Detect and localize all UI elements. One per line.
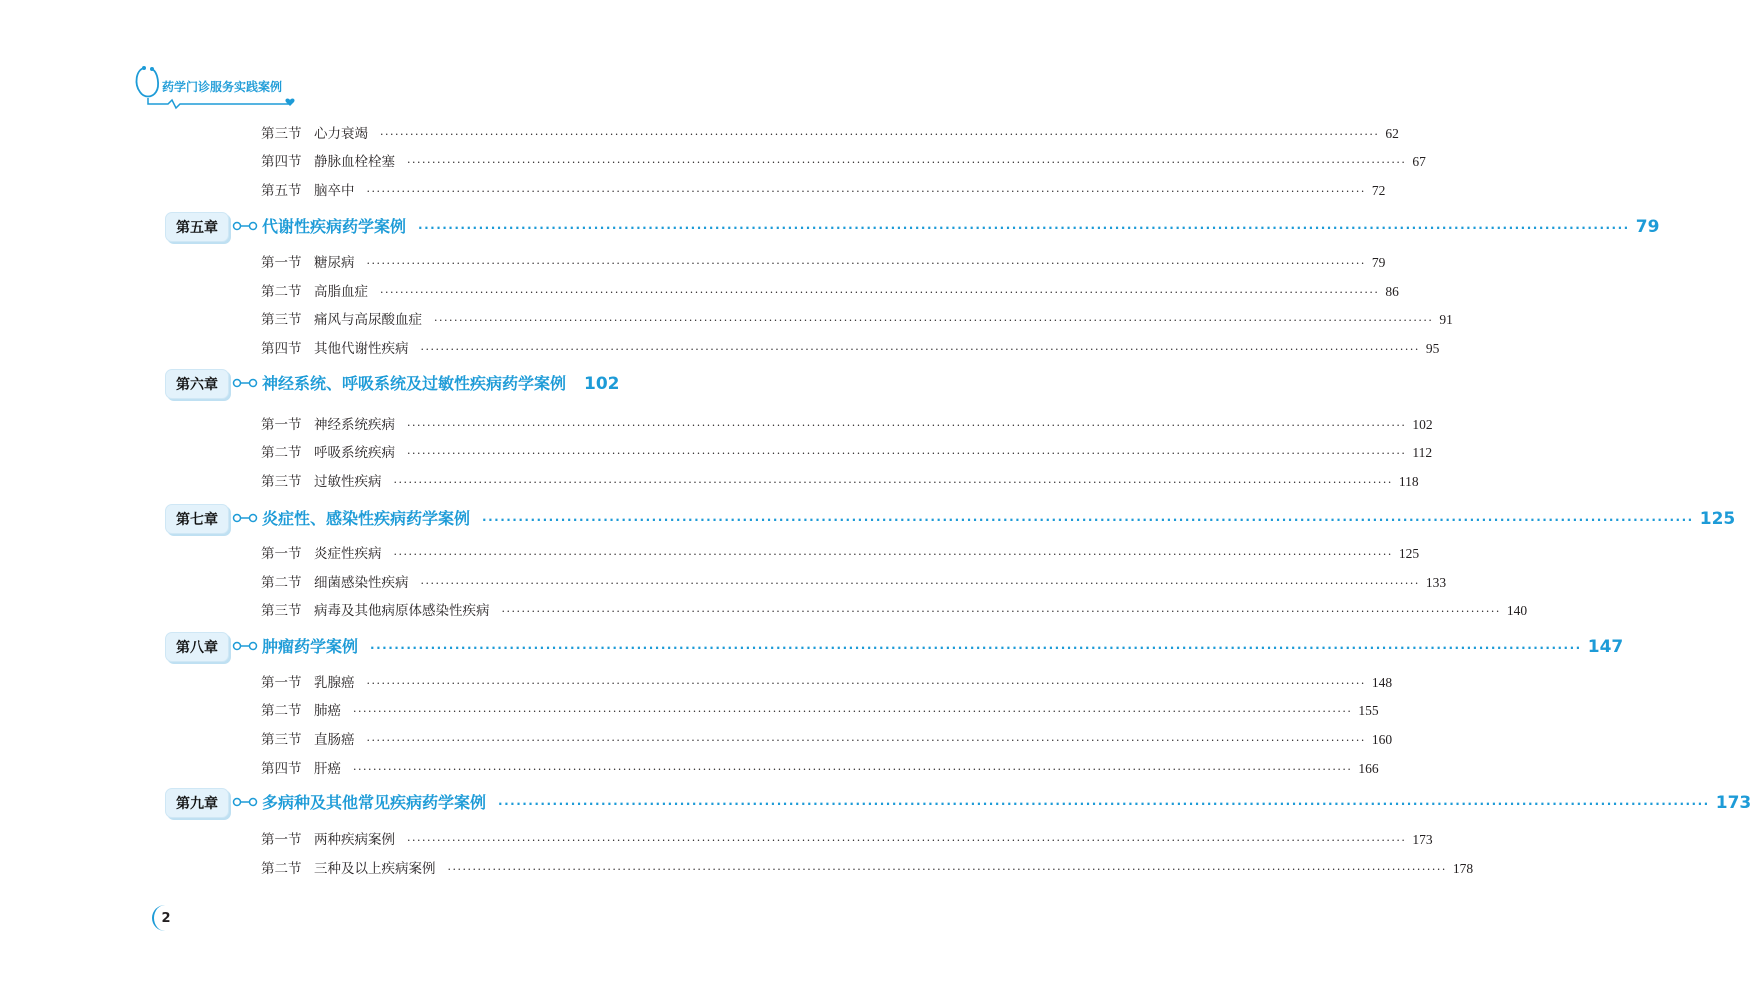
section-entry[interactable] <box>261 308 1453 328</box>
dot-leader: ········································································································································································································ <box>501 605 1501 618</box>
section-number: 第二节 <box>261 861 302 877</box>
section-entry[interactable] <box>261 757 1379 777</box>
section-page-number: 67 <box>1412 154 1426 169</box>
chapter-entry[interactable] <box>262 214 1660 240</box>
section-number: 第三节 <box>261 603 302 619</box>
section-title: 病毒及其他病原体感染性疾病 <box>314 603 490 619</box>
section-number: 第一节 <box>261 417 302 433</box>
section-title: 神经系统疾病 <box>314 417 395 433</box>
section-title: 其他代谢性疾病 <box>314 341 409 357</box>
dot-leader: ········································································································································································································ <box>353 705 1353 718</box>
section-page-number: 155 <box>1358 703 1379 718</box>
dot-leader: ········································································································································································································ <box>420 577 1420 590</box>
section-page-number: 148 <box>1371 675 1393 690</box>
dot-leader: ········································································································································································································ <box>407 834 1407 847</box>
dot-leader: ········································································································································································································ <box>447 863 1447 876</box>
dot-leader: ········································································································································································································ <box>407 419 1407 432</box>
chapter-title: 肿瘤药学案例 <box>262 637 359 656</box>
link-connector-icon <box>232 640 258 652</box>
section-entry[interactable] <box>261 571 1447 591</box>
chapter-page-number: 79 <box>1635 217 1660 237</box>
section-title: 两种疾病案例 <box>314 832 395 848</box>
link-connector-icon <box>232 796 258 808</box>
section-page-number: 79 <box>1371 255 1386 270</box>
section-number: 第一节 <box>261 546 302 562</box>
section-number: 第四节 <box>261 761 302 777</box>
section-page-number: 91 <box>1439 312 1453 327</box>
section-page-number: 133 <box>1425 575 1447 590</box>
dot-leader: ········································································································································································································ <box>407 156 1407 169</box>
section-number: 第三节 <box>261 474 302 490</box>
section-title: 呼吸系统疾病 <box>314 445 395 461</box>
chapter-badge: 第九章 <box>165 788 229 818</box>
section-page-number: 72 <box>1371 183 1386 198</box>
dot-leader: ········································································································································································································ <box>498 797 1710 811</box>
section-number: 第一节 <box>261 255 302 271</box>
section-title: 炎症性疾病 <box>314 546 382 562</box>
section-number: 第三节 <box>261 312 302 328</box>
section-title: 过敏性疾病 <box>314 474 382 490</box>
section-entry[interactable] <box>261 828 1433 848</box>
section-title: 痛风与高尿酸血症 <box>314 312 422 328</box>
link-connector-icon <box>232 377 258 389</box>
dot-leader: ········································································································································································································ <box>407 447 1407 460</box>
dot-leader: ········································································································································································································ <box>366 185 1366 198</box>
section-entry[interactable] <box>261 671 1393 691</box>
chapter-page-number: 173 <box>1715 793 1751 813</box>
section-page-number: 178 <box>1452 861 1474 876</box>
section-page-number: 166 <box>1358 761 1379 776</box>
dot-leader: ········································································································································································································ <box>370 641 1582 655</box>
dot-leader: ········································································································································································································ <box>366 677 1366 690</box>
section-page-number: 95 <box>1425 341 1440 356</box>
section-page-number: 125 <box>1398 546 1420 561</box>
chapter-badge: 第七章 <box>165 504 229 534</box>
section-page-number: 160 <box>1371 732 1393 747</box>
section-entry[interactable] <box>261 470 1419 490</box>
section-entry[interactable] <box>261 699 1379 719</box>
section-title: 乳腺癌 <box>314 675 355 691</box>
section-title: 直肠癌 <box>314 732 355 748</box>
section-page-number: 112 <box>1412 445 1433 460</box>
section-title: 糖尿病 <box>314 255 355 271</box>
section-number: 第一节 <box>261 675 302 691</box>
section-entry[interactable] <box>261 599 1528 619</box>
section-number: 第一节 <box>261 832 302 848</box>
chapter-badge: 第八章 <box>165 632 229 662</box>
section-number: 第二节 <box>261 575 302 591</box>
chapter-page-number: 125 <box>1699 509 1736 529</box>
section-entry[interactable] <box>261 280 1399 300</box>
section-title: 脑卒中 <box>314 183 355 199</box>
section-page-number: 173 <box>1412 832 1433 847</box>
chapter-title: 代谢性疾病药学案例 <box>262 217 407 236</box>
chapter-entry[interactable] <box>262 506 1736 532</box>
section-entry[interactable] <box>261 728 1393 748</box>
section-number: 第三节 <box>261 732 302 748</box>
section-number: 第四节 <box>261 341 302 357</box>
section-entry[interactable] <box>261 441 1433 461</box>
section-title: 肺癌 <box>314 703 341 719</box>
chapter-entry[interactable] <box>262 634 1624 660</box>
section-title: 静脉血栓栓塞 <box>314 154 395 170</box>
dot-leader: ········································································································································································································ <box>393 476 1393 489</box>
header-title: 药学门诊服务实践案例 <box>162 80 283 94</box>
section-number: 第二节 <box>261 445 302 461</box>
dot-leader: ········································································································································································································ <box>418 221 1630 235</box>
section-page-number: 118 <box>1398 474 1419 489</box>
page-number: 2 <box>152 905 178 931</box>
section-entry[interactable] <box>261 337 1440 357</box>
chapter-entry[interactable] <box>262 790 1751 816</box>
section-title: 高脂血症 <box>314 284 368 300</box>
section-page-number: 86 <box>1385 284 1399 299</box>
section-page-number: 140 <box>1506 603 1528 618</box>
chapter-badge: 第五章 <box>165 212 229 242</box>
section-entry[interactable] <box>261 857 1474 877</box>
section-number: 第二节 <box>261 284 302 300</box>
dot-leader: ········································································································································································································ <box>482 513 1694 527</box>
chapter-entry[interactable] <box>262 371 620 397</box>
section-number: 第四节 <box>261 154 302 170</box>
section-page-number: 62 <box>1385 126 1399 141</box>
dot-leader: ········································································································································································································ <box>393 548 1393 561</box>
chapter-page-number: 102 <box>584 374 620 394</box>
link-connector-icon <box>232 220 258 232</box>
section-title: 三种及以上疾病案例 <box>314 861 436 877</box>
section-entry[interactable] <box>261 413 1433 433</box>
chapter-page-number: 147 <box>1587 637 1624 657</box>
section-title: 心力衰竭 <box>314 126 368 142</box>
section-number: 第三节 <box>261 126 302 142</box>
section-entry[interactable] <box>261 150 1426 170</box>
section-entry[interactable] <box>261 251 1386 271</box>
dot-leader: ········································································································································································································ <box>434 314 1434 327</box>
section-entry[interactable] <box>261 542 1420 562</box>
dot-leader: ········································································································································································································ <box>353 763 1353 776</box>
section-entry[interactable] <box>261 179 1386 199</box>
section-number: 第二节 <box>261 703 302 719</box>
section-title: 细菌感染性疾病 <box>314 575 409 591</box>
section-number: 第五节 <box>261 183 302 199</box>
chapter-badge: 第六章 <box>165 369 229 399</box>
section-entry[interactable] <box>261 122 1399 142</box>
section-title: 肝癌 <box>314 761 341 777</box>
dot-leader: ········································································································································································································ <box>366 257 1366 270</box>
dot-leader: ········································································································································································································ <box>420 343 1420 356</box>
dot-leader: ········································································································································································································ <box>380 286 1380 299</box>
dot-leader: ········································································································································································································ <box>380 128 1380 141</box>
link-connector-icon <box>232 512 258 524</box>
chapter-title: 多病种及其他常见疾病药学案例 <box>262 793 487 812</box>
dot-leader: ········································································································································································································ <box>366 734 1366 747</box>
chapter-title: 神经系统、呼吸系统及过敏性疾病药学案例 <box>262 374 567 393</box>
chapter-title: 炎症性、感染性疾病药学案例 <box>262 509 471 528</box>
section-page-number: 102 <box>1412 417 1433 432</box>
